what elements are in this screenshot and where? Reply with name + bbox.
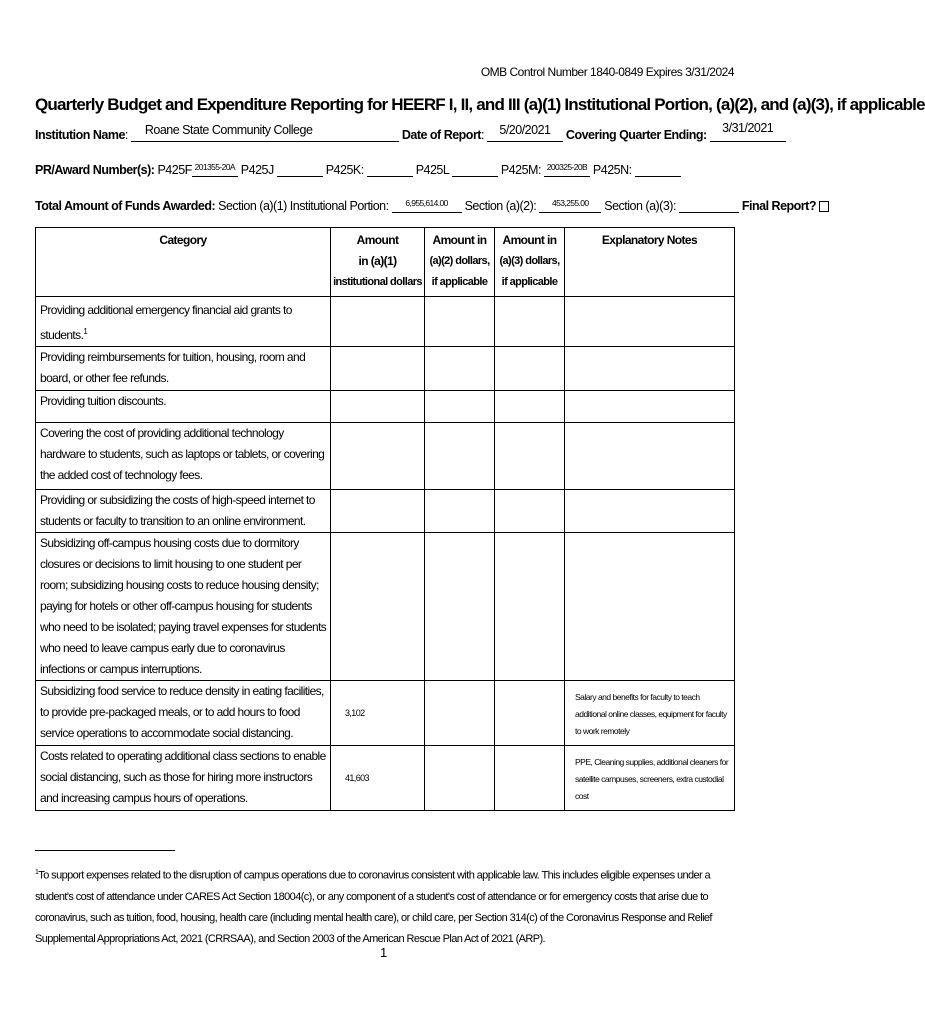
footnote-text: To support expenses related to the disruption of campus operations due to coronavirus consistent with applicable law. This includes eligible expenses under a student's cost of attendance under CARES Act Section 18004(c), or any component of a student's cost of attendance or for emergency costs that arise due to coronavirus, such as tuition, food, housing, health care (including mental health care), or child care, per Section 314(c) of the Coronavirus Response and Relief Supplemental Appropriations Act, 2021 (CRRSAA), and Section 2003 of the American Rescue Plan Act of 2021 (ARP). [35, 869, 712, 945]
page-number: 1 [380, 945, 388, 960]
p425k-field[interactable] [367, 163, 413, 177]
a2-cell[interactable] [425, 681, 495, 746]
header-a2 [425, 228, 495, 297]
section-a1-label: Section (a)(1) Institutional Portion: [218, 199, 389, 213]
table-row [36, 347, 735, 391]
a1-cell[interactable] [331, 297, 425, 347]
a3-cell[interactable] [495, 681, 565, 746]
award-line [35, 163, 681, 177]
a2-cell[interactable] [425, 391, 495, 423]
p425l-field[interactable] [452, 163, 498, 177]
a3-cell[interactable] [495, 347, 565, 391]
p425f-value: 201355-20A [194, 162, 235, 172]
a1-cell[interactable] [331, 347, 425, 391]
category-cell: Costs related to operating additional class sections to enable social distancing, such as those for hiring more instructors and increasing campus hours of operations. [36, 746, 331, 811]
a3-cell[interactable] [495, 391, 565, 423]
date-field[interactable] [487, 123, 563, 142]
header-category: Category [36, 228, 331, 297]
footnote-ref: 1 [83, 327, 88, 336]
header-a1 [331, 228, 425, 297]
a1-cell[interactable] [331, 490, 425, 533]
expenditure-table [35, 227, 735, 811]
section-a1-value: 6,955,614.00 [405, 198, 448, 208]
table-row [36, 533, 735, 681]
p425j-label: P425J [240, 163, 274, 177]
category-text: Providing additional emergency financial aid grants to students. [40, 303, 292, 342]
table-header-row [36, 228, 735, 297]
p425f-label: P425F [157, 163, 192, 177]
table-row [36, 423, 735, 490]
category-cell: Covering the cost of providing additional technology hardware to students, such as laptops or tablets, or covering the added cost of technology fees. [36, 423, 331, 490]
a3-cell[interactable] [495, 533, 565, 681]
a3-cell[interactable] [495, 746, 565, 811]
quarter-label: Covering Quarter Ending: [565, 128, 707, 142]
total-funds-line [35, 199, 829, 213]
notes-cell[interactable] [565, 533, 735, 681]
header-a3-line1: Amount in [502, 233, 557, 247]
p425l-label: P425L [415, 163, 449, 177]
quarter-field[interactable] [710, 121, 786, 142]
date-label: Date of Report [401, 128, 481, 142]
a1-cell[interactable]: 3,102 [331, 681, 425, 746]
final-report-checkbox[interactable] [819, 201, 829, 212]
a2-cell[interactable] [425, 297, 495, 347]
category-cell: Providing or subsidizing the costs of high-speed internet to students or faculty to transition to an online environment. [36, 490, 331, 533]
total-label: Total Amount of Funds Awarded: [35, 199, 216, 213]
table-row [36, 391, 735, 423]
p425n-field[interactable] [635, 163, 681, 177]
table-row [36, 297, 735, 347]
header-a3 [495, 228, 565, 297]
a2-cell[interactable] [425, 423, 495, 490]
award-label: PR/Award Number(s): [35, 163, 155, 177]
category-cell [36, 297, 331, 347]
footnote-marker: 1 [35, 869, 39, 876]
header-a3-line3: if applicable [501, 276, 558, 288]
a2-cell[interactable] [425, 490, 495, 533]
a3-cell[interactable] [495, 297, 565, 347]
quarter-value: 3/31/2021 [722, 121, 774, 135]
header-a2-line1: Amount in [432, 233, 487, 247]
notes-cell[interactable]: PPE, Cleaning supplies, additional cleaners for satellite campuses, screeners, extra custodial cost [565, 746, 735, 811]
section-a3-field[interactable] [679, 199, 739, 213]
header-a2-line2: (a)(2) dollars, [429, 255, 490, 267]
a1-cell[interactable] [331, 391, 425, 423]
header-a1-line3: institutional dollars [333, 276, 422, 288]
header-a1-line2: in (a)(1) [358, 254, 397, 268]
institution-label: Institution Name [35, 128, 125, 142]
a2-cell[interactable] [425, 746, 495, 811]
notes-cell[interactable] [565, 347, 735, 391]
final-report-label: Final Report? [741, 199, 816, 213]
a3-cell[interactable] [495, 490, 565, 533]
p425j-field[interactable] [277, 163, 323, 177]
notes-cell[interactable] [565, 297, 735, 347]
footnote [35, 862, 735, 950]
institution-value: Roane State Community College [144, 123, 313, 137]
section-a2-label: Section (a)(2): [464, 199, 537, 213]
institution-field[interactable] [131, 123, 399, 142]
footnote-divider [35, 850, 175, 851]
table-row [36, 681, 735, 746]
p425f-field[interactable] [192, 163, 238, 177]
section-a3-label: Section (a)(3): [604, 199, 676, 213]
section-a2-value: 453,255.00 [551, 198, 589, 208]
a3-cell[interactable] [495, 423, 565, 490]
a1-cell[interactable]: 41,603 [331, 746, 425, 811]
institution-line: Institution Name: Roane State Community College Date of Report: 5/20/2021 Covering Quarter Ending: 3/31/2021 [35, 128, 786, 142]
category-cell: Providing tuition discounts. [36, 391, 331, 423]
section-a2-field[interactable] [539, 199, 601, 213]
header-a2-line3: if applicable [431, 276, 488, 288]
category-cell: Subsidizing off-campus housing costs due to dormitory closures or decisions to limit housing to one student per room; subsidizing housing costs to reduce housing density; paying for hotels or other off-campus housing for students who need to be isolated; paying travel expenses for students who need to leave campus early due to coronavirus infections or campus interruptions. [36, 533, 331, 681]
category-cell: Subsidizing food service to reduce density in eating facilities, to provide pre-packaged meals, or to add hours to food service operations to accommodate social distancing. [36, 681, 331, 746]
header-a1-line1: Amount [356, 233, 399, 247]
p425m-field[interactable] [544, 163, 590, 177]
notes-cell[interactable] [565, 490, 735, 533]
header-notes: Explanatory Notes [565, 228, 735, 297]
notes-cell[interactable]: Salary and benefits for faculty to teach additional online classes, equipment for faculty to work remotely [565, 681, 735, 746]
page-title: Quarterly Budget and Expenditure Reporting for HEERF I, II, and III (a)(1) Institutional Portion, (a)(2), and (a)(3), if applicable [35, 95, 925, 114]
a1-cell[interactable] [331, 423, 425, 490]
notes-cell[interactable] [565, 423, 735, 490]
a1-cell[interactable] [331, 533, 425, 681]
table-row [36, 490, 735, 533]
p425k-label: P425K: [325, 163, 364, 177]
p425m-label: P425M: [500, 163, 541, 177]
header-a3-line2: (a)(3) dollars, [499, 255, 560, 267]
p425n-label: P425N: [592, 163, 632, 177]
table-row [36, 746, 735, 811]
omb-control-number: OMB Control Number 1840-0849 Expires 3/31/2024 [480, 65, 734, 79]
a2-cell[interactable] [425, 347, 495, 391]
date-value: 5/20/2021 [499, 123, 551, 137]
a2-cell[interactable] [425, 533, 495, 681]
category-cell: Providing reimbursements for tuition, housing, room and board, or other fee refunds. [36, 347, 331, 391]
p425m-value: 200325-20B [546, 162, 588, 172]
section-a1-field[interactable] [392, 199, 462, 213]
notes-cell[interactable] [565, 391, 735, 423]
